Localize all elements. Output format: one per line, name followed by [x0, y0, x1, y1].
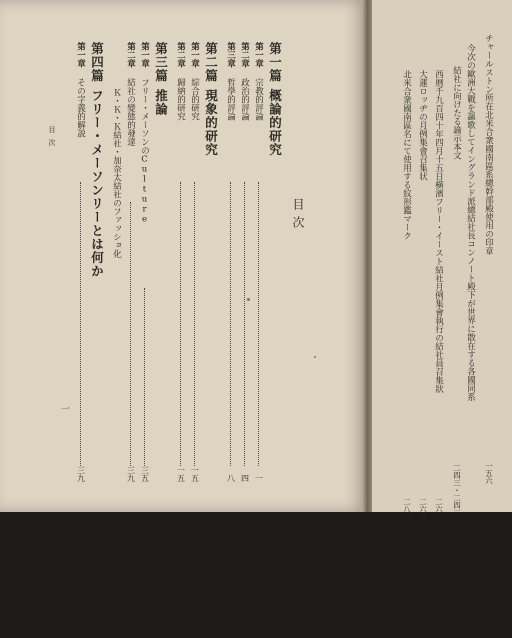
- part-name: 現象的研究: [203, 88, 219, 156]
- plate-entry: [466, 44, 475, 494]
- chapter-number: 第一章: [75, 42, 86, 68]
- running-head: 目次: [48, 126, 56, 152]
- part-label: 第四篇: [89, 42, 105, 83]
- chapter-title: 宗教的評論: [253, 77, 264, 120]
- chapter-number: 第一章: [253, 42, 264, 68]
- folio: [59, 404, 68, 424]
- page-number: 一: [254, 474, 264, 482]
- dot-leader: [230, 182, 232, 466]
- plate-title: 今次の歐洲大戰を謳歌してイングランド派總結社長コンノート殿下が世界に散在する各國同系: [465, 44, 476, 401]
- page-number: 三五: [140, 466, 150, 482]
- chapter-title: 哲學的評論: [225, 77, 236, 120]
- part-label: 第一篇: [267, 42, 283, 83]
- page-number: 二四三・二四三: [452, 463, 462, 516]
- chapter-number: 第一章: [189, 42, 200, 68]
- chapter-number: 第二章: [239, 42, 250, 68]
- toc-entry: [176, 42, 185, 482]
- toc-heading: [292, 198, 304, 638]
- page-number: 三九: [126, 466, 136, 482]
- dot-leader: [144, 288, 146, 466]
- part-title: [90, 42, 103, 302]
- toc-entry: [240, 42, 249, 482]
- part-title: [268, 42, 281, 242]
- chapter-title: 結社の變態的發達: [125, 77, 136, 146]
- page-number: 一五六: [484, 461, 494, 484]
- dot-leader: [194, 182, 196, 466]
- toc-entry: [254, 42, 263, 482]
- plate-entry: [434, 70, 443, 520]
- chapter-number: 第二章: [125, 42, 136, 68]
- page-number: 二六一: [434, 497, 444, 520]
- chapter-title: フリー・メーソンのCulture: [139, 77, 150, 224]
- foxing-spot: [247, 298, 250, 301]
- chapter-title: Ｋ・Ｋ・Ｋ結社・加奈太結社のファッショ化: [111, 88, 122, 258]
- chapter-number: 第三章: [225, 42, 236, 68]
- chapter-number: 第二章: [175, 42, 186, 68]
- chapter-number: 第一章: [139, 42, 150, 68]
- plate-title: チャールストン所在北米合衆國南區系總幹部殿使用の印章: [483, 34, 494, 255]
- plate-title: 北米合衆國南區名にて使用する紋形鑑マーク: [401, 70, 412, 240]
- dot-leader: [80, 182, 82, 466]
- plate-title: 結社に向けたる諭示本文: [451, 66, 462, 160]
- toc-entry: [226, 42, 235, 482]
- dot-leader: [180, 182, 182, 466]
- part-name: 推論: [153, 88, 169, 116]
- dot-leader: [244, 182, 246, 466]
- page-number: 二六五: [418, 497, 428, 520]
- toc-entry: [140, 42, 149, 482]
- chapter-title: 歸納的研究: [175, 77, 186, 120]
- part-title: [204, 42, 217, 242]
- folio-number: 一: [59, 404, 69, 413]
- plate-title: 西暦千九百四十年四月十五日横濱フリー・イースト結社月例集會執行の結社員召集狀: [433, 70, 444, 393]
- page-number: 二八六: [402, 497, 412, 520]
- page-number: 四: [240, 474, 250, 482]
- page-number: 一五: [190, 466, 200, 482]
- dot-leader: [130, 202, 132, 466]
- page-number: 八: [226, 474, 236, 482]
- foxing-spot: [314, 356, 316, 358]
- right-page-plate-list: [372, 0, 512, 520]
- toc-entry: [76, 42, 85, 482]
- toc-entry: [126, 42, 135, 482]
- part-name: フリー・メーソンリーとは何か: [89, 88, 105, 278]
- part-label: 第二篇: [203, 42, 219, 83]
- part-name: 概論的研究: [267, 88, 283, 156]
- part-title: [154, 42, 167, 242]
- toc-heading-text: 目次: [291, 198, 305, 234]
- plate-entry: [484, 34, 493, 484]
- page-number: 三九: [76, 466, 86, 482]
- plate-entry: [402, 70, 411, 520]
- plate-title: 大蓮ロッヂの月例集會召集状: [417, 70, 428, 181]
- chapter-title: その字義的解説: [75, 77, 86, 137]
- part-label: 第三篇: [153, 42, 169, 83]
- dot-leader: [258, 182, 260, 466]
- plate-entry: [452, 66, 461, 516]
- chapter-title: 綜合的研究: [189, 77, 200, 120]
- chapter-title: 政治的評論: [239, 77, 250, 120]
- page-number: 一五: [176, 466, 186, 482]
- toc-entry: [190, 42, 199, 482]
- toc-entry-subtitle: [112, 88, 121, 528]
- plate-entry: [418, 70, 427, 520]
